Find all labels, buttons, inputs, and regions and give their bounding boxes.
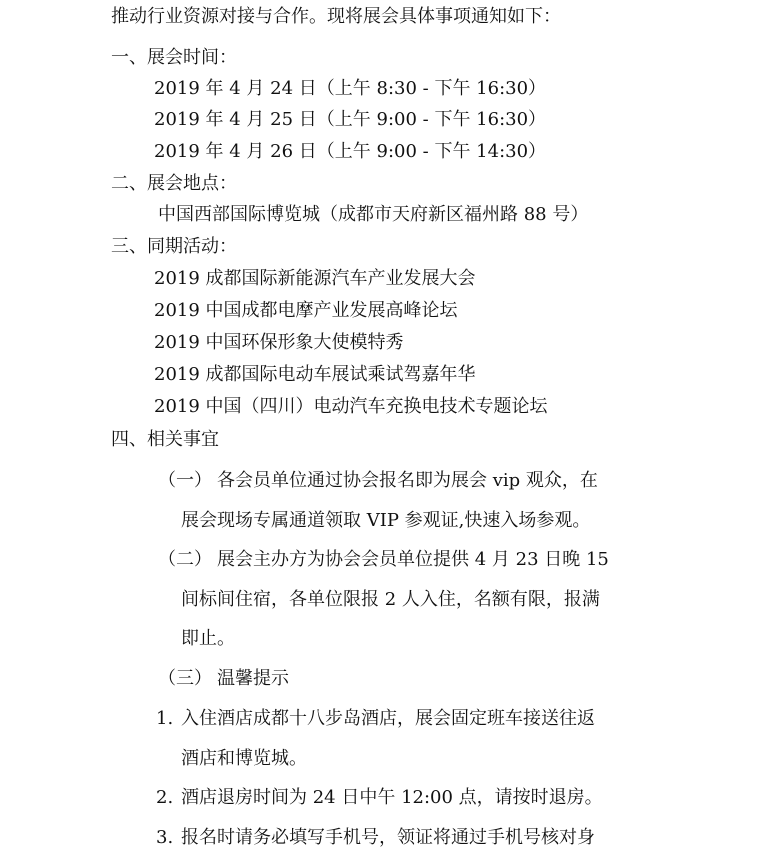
time-line-2: 2019 年 4 月 25 日（上午 9:00 - 下午 16:30） (154, 109, 547, 130)
section-heading-matters: 四、相关事宜 (111, 429, 219, 450)
matter-item-label-3: （三） (158, 668, 212, 689)
matter-item-label-1: （一） (158, 470, 212, 491)
matter-item-label-2: （二） (158, 549, 212, 570)
tip-number-2: 2. (156, 787, 174, 808)
matter-item-cont-2a: 间标间住宿，各单位限报 2 人入住，名额有限，报满 (181, 589, 600, 610)
venue-line: 中国西部国际博览城（成都市天府新区福州路 88 号） (158, 204, 589, 225)
section-heading-time: 一、展会时间： (111, 47, 237, 68)
event-line-5: 2019 中国（四川）电动汽车充换电技术专题论坛 (154, 396, 548, 417)
tip-cont-1: 酒店和博览城。 (181, 748, 307, 769)
time-line-1: 2019 年 4 月 24 日（上午 8:30 - 下午 16:30） (154, 78, 547, 99)
tip-number-3: 3. (156, 827, 174, 848)
intro-paragraph: 推动行业资源对接与合作。现将展会具体事项通知如下： (111, 6, 561, 27)
tip-text-2: 酒店退房时间为 24 日中午 12:00 点，请按时退房。 (181, 787, 603, 808)
tip-text-3: 报名时请务必填写手机号，领证将通过手机号核对身 (181, 827, 595, 848)
section-heading-venue: 二、展会地点： (111, 173, 237, 194)
tip-text-1: 入住酒店成都十八步岛酒店，展会固定班车接送往返 (181, 708, 595, 729)
tip-number-1: 1. (156, 708, 174, 729)
time-line-3: 2019 年 4 月 26 日（上午 9:00 - 下午 14:30） (154, 141, 547, 162)
matter-item-text-1: 各会员单位通过协会报名即为展会 vip 观众，在 (217, 470, 598, 491)
event-line-2: 2019 中国成都电摩产业发展高峰论坛 (154, 300, 458, 321)
event-line-4: 2019 成都国际电动车展试乘试驾嘉年华 (154, 364, 476, 385)
matter-item-cont-1: 展会现场专属通道领取 VIP 参观证,快速入场参观。 (181, 510, 591, 531)
event-line-1: 2019 成都国际新能源汽车产业发展大会 (154, 268, 476, 289)
section-heading-events: 三、同期活动： (111, 236, 237, 257)
matter-item-text-2: 展会主办方为协会会员单位提供 4 月 23 日晚 15 (217, 549, 609, 570)
matter-item-text-3: 温馨提示 (217, 668, 289, 689)
matter-item-cont-2b: 即止。 (181, 628, 235, 649)
event-line-3: 2019 中国环保形象大使模特秀 (154, 332, 404, 353)
